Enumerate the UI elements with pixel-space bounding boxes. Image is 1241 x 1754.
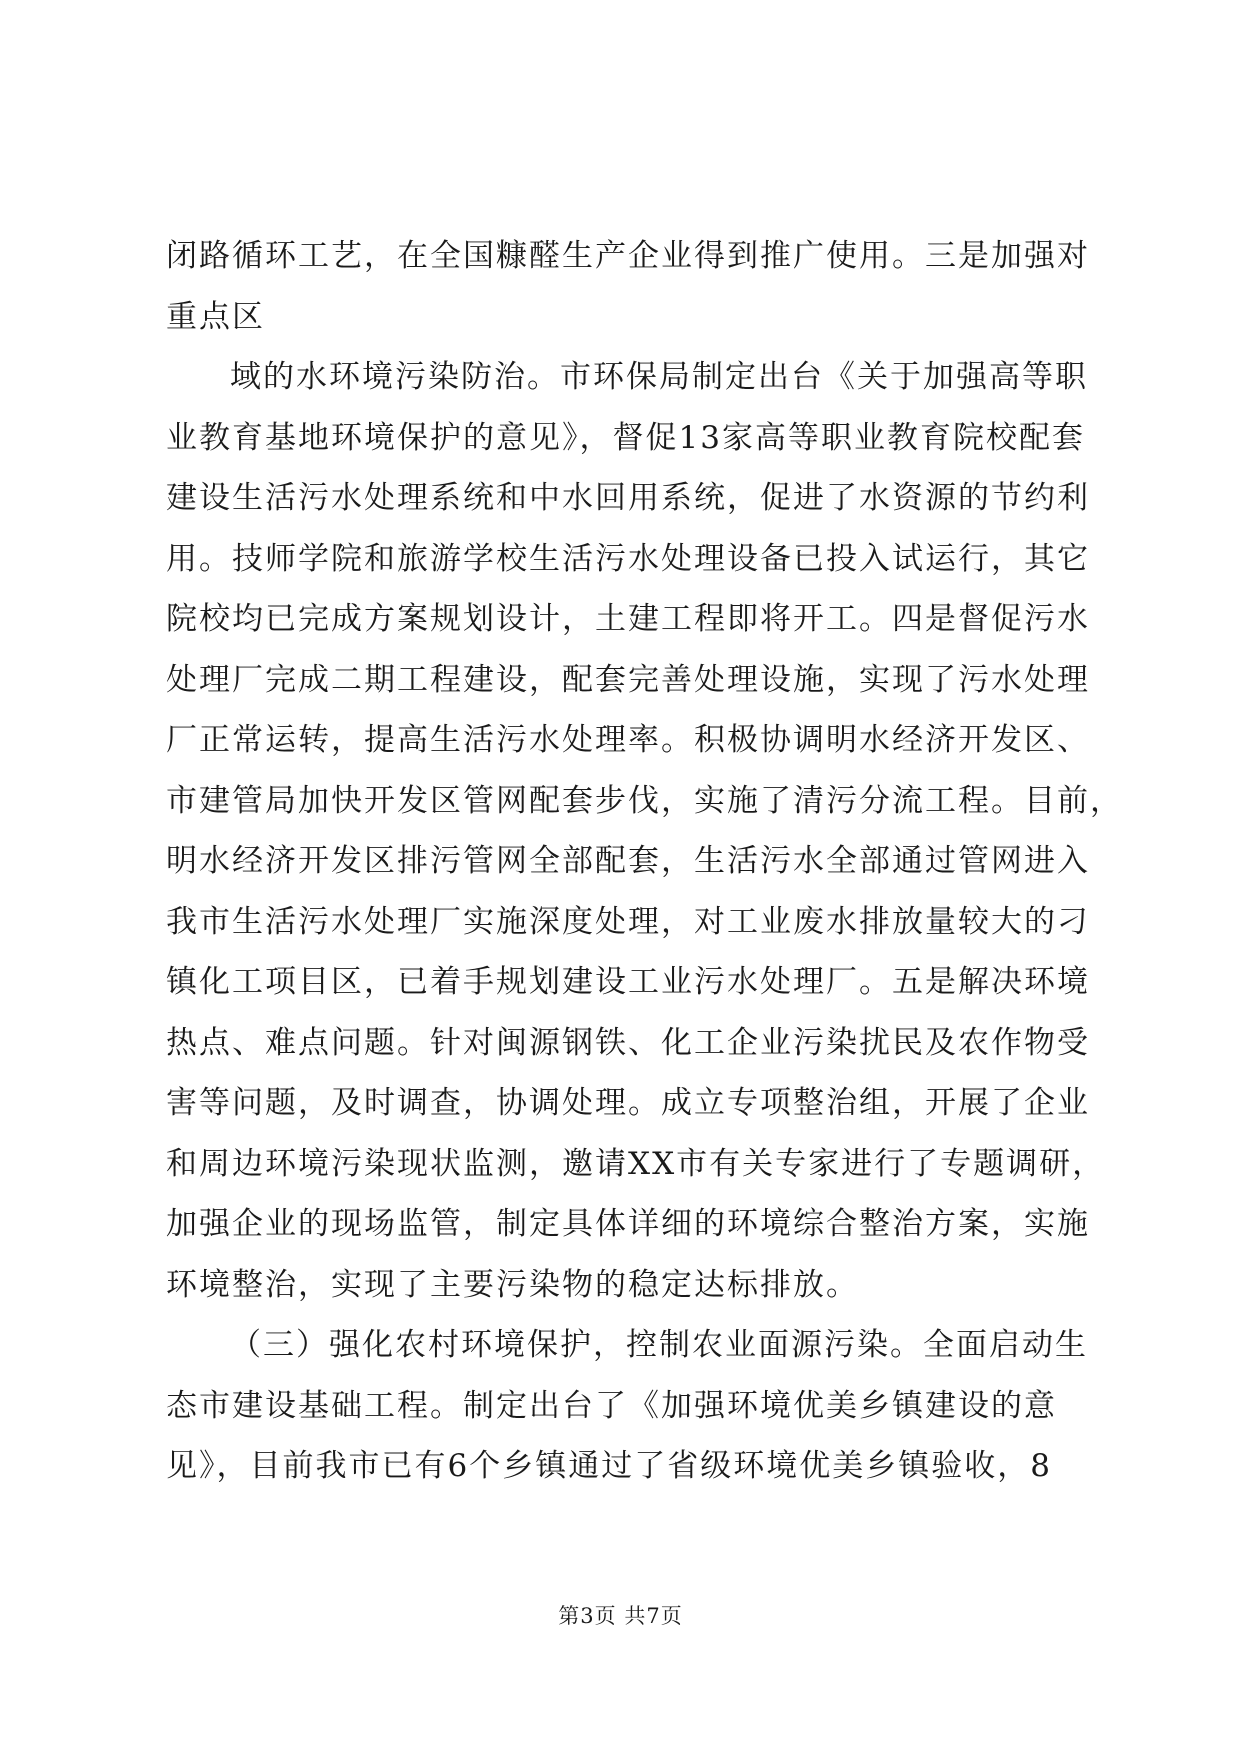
text-line: 镇化工项目区，已着手规划建设工业污水处理厂。五是解决环境 — [166, 964, 1090, 1000]
text-line: 建设生活污水处理系统和中水回用系统，促进了水资源的节约利 — [166, 480, 1090, 516]
text-line: 明水经济开发区排污管网全部配套，生活污水全部通过管网进入 — [166, 843, 1090, 879]
text-line: 市建管局加快开发区管网配套步伐，实施了清污分流工程。目前， — [166, 782, 1123, 819]
page-number-footer: 第3页 共7页 — [558, 1604, 683, 1628]
text-line: 我市生活污水处理厂实施深度处理，对工业废水排放量较大的刁 — [166, 903, 1090, 940]
text-line: 加强企业的现场监管，制定具体详细的环境综合整治方案，实施 — [166, 1206, 1090, 1242]
text-line: 域的水环境污染防治。市环保局制定出台《关于加强高等职 — [230, 359, 1088, 395]
text-line: 见》，目前我市已有6个乡镇通过了省级环境优美乡镇验收，8 — [166, 1448, 1052, 1484]
text-line: 业教育基地环境保护的意见》，督促13家高等职业教育院校配套 — [166, 419, 1085, 456]
text-line: 热点、难点问题。针对闽源钢铁、化工企业污染扰民及农作物受 — [166, 1024, 1090, 1061]
text-line: 厂正常运转，提高生活污水处理率。积极协调明水经济开发区、 — [166, 722, 1090, 758]
body-text — [166, 226, 1123, 1497]
text-line: 院校均已完成方案规划设计，土建工程即将开工。四是督促污水 — [166, 601, 1090, 637]
text-line: 处理厂完成二期工程建设，配套完善处理设施，实现了污水处理 — [166, 661, 1090, 698]
text-line: 闭路循环工艺，在全国糠醛生产企业得到推广使用。三是加强对 — [166, 238, 1090, 274]
text-line: 害等问题，及时调查，协调处理。成立专项整治组，开展了企业 — [166, 1085, 1090, 1121]
text-line: （三）强化农村环境保护，控制农业面源污染。全面启动生 — [230, 1327, 1088, 1363]
text-line: 态市建设基础工程。制定出台了《加强环境优美乡镇建设的意 — [166, 1387, 1057, 1424]
text-line: 环境整治，实现了主要污染物的稳定达标排放。 — [166, 1266, 859, 1303]
text-line: 用。技师学院和旅游学校生活污水处理设备已投入试运行，其它 — [166, 540, 1090, 577]
text-line: 重点区 — [166, 298, 265, 335]
text-line: 和周边环境污染现状监测，邀请XX市有关专家进行了专题调研， — [166, 1145, 1106, 1182]
